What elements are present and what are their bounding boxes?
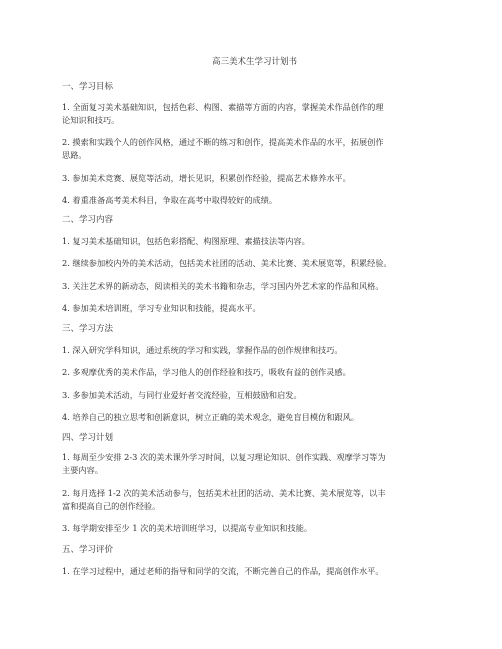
method-item-1: 1. 深入研究学科知识，通过系统的学习和实践，掌握作品的创作规律和技巧。 [62, 345, 343, 355]
section-heading-goals: 一、学习目标 [62, 82, 114, 92]
plan-item-1: 1. 每周至少安排 2-3 次的美术课外学习时间，以复习理论知识、创作实践、观摩学习等为 主要内容。 [62, 452, 386, 475]
method-item-3: 3. 多参加美术活动，与同行业爱好者交流经验，互相鼓励和启发。 [62, 390, 302, 400]
section-heading-evaluation: 五、学习评价 [62, 545, 114, 555]
method-item-4: 4. 培养自己的独立思考和创新意识，树立正确的美术观念，避免盲目模仿和跟风。 [62, 412, 359, 422]
goal-item-1: 1. 全面复习美术基础知识，包括色彩、构图、素描等方面的内容，掌握美术作品创作的理 论知识和技巧。 [62, 102, 384, 125]
content-item-1: 1. 复习美术基础知识，包括色彩搭配、构图原理、素描技法等内容。 [62, 236, 310, 246]
document-title: 高三美术生学习计划书 [211, 57, 297, 67]
plan-item-2: 2. 每月选择 1-2 次的美术活动参与，包括美术社团的活动、美术比赛、美术展览等，以丰 富和提高自己的创作经验。 [62, 488, 386, 511]
goal-item-3: 3. 参加美术竞赛、展览等活动，增长见识，积累创作经验，提高艺术修养水平。 [62, 173, 351, 183]
plan-item-3: 3. 每学期安排至少 1 次的美术培训班学习，以提高专业知识和技能。 [62, 523, 313, 533]
goal-item-4: 4. 着重准备高考美术科目，争取在高考中取得较好的成绩。 [62, 195, 278, 205]
goal-item-2: 2. 摸索和实践个人的创作风格，通过不断的练习和创作，提高美术作品的水平，拓展创作 思路。 [62, 137, 384, 160]
content-item-4: 4. 参加美术培训班，学习专业知识和技能，提高水平。 [62, 303, 261, 313]
method-item-2: 2. 多观摩优秀的美术作品，学习他人的创作经验和技巧，吸收有益的创作灵感。 [62, 367, 351, 377]
section-heading-plan: 四、学习计划 [62, 433, 114, 443]
section-heading-content: 二、学习内容 [62, 215, 114, 225]
evaluation-item-1: 1. 在学习过程中，通过老师的指导和同学的交流，不断完善自己的作品，提高创作水平。 [62, 566, 384, 576]
content-item-3: 3. 关注艺术界的新动态，阅读相关的美术书籍和杂志，学习国内外艺术家的作品和风格。 [62, 281, 384, 291]
section-heading-methods: 三、学习方法 [62, 324, 114, 334]
content-item-2: 2. 继续参加校内外的美术活动，包括美术社团的活动、美术比赛、美术展览等，积累经验。 [62, 258, 392, 268]
